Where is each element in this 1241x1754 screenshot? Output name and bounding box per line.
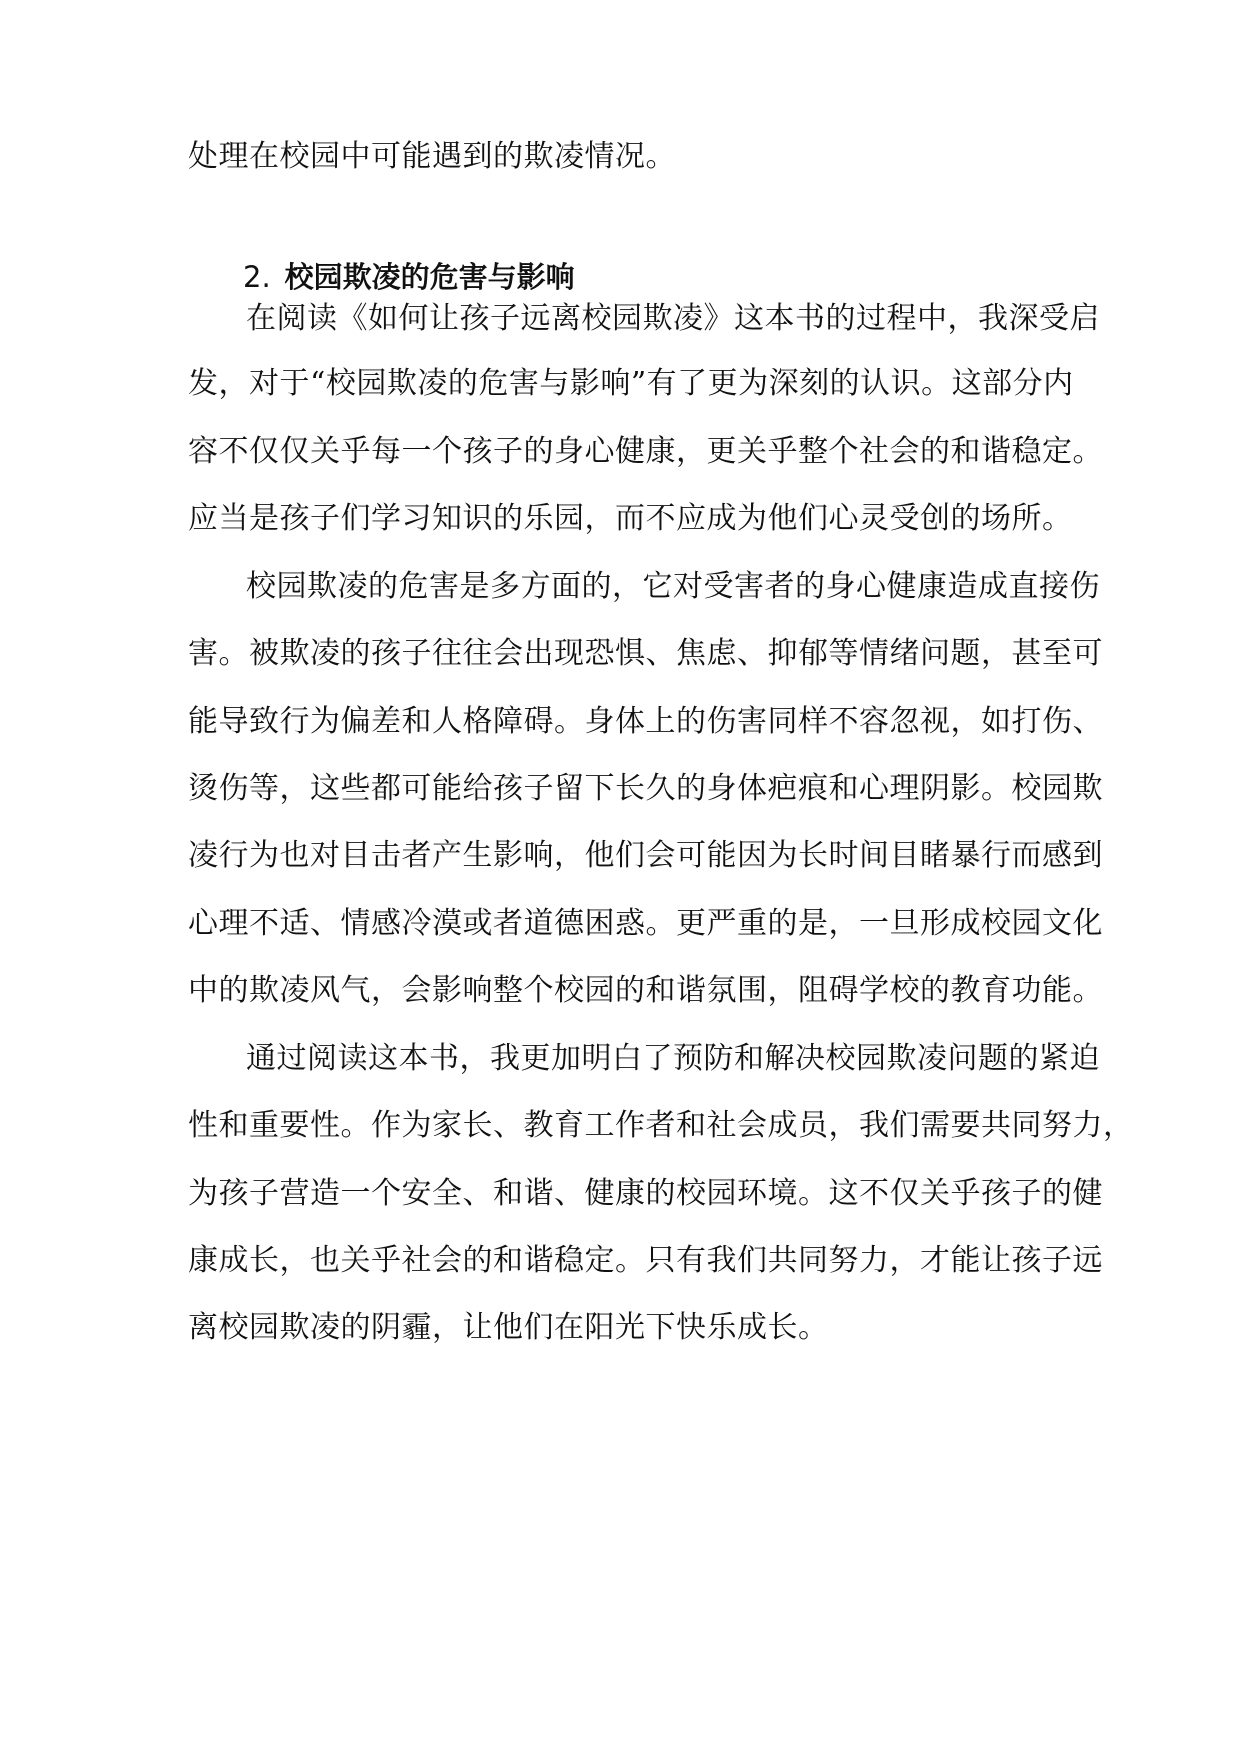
paragraph-2-line-1: 校园欺凌的危害是多方面的，它对受害者的身心健康造成直接伤: [246, 569, 1100, 604]
paragraph-2-line-2: 害。被欺凌的孩子往往会出现恐惧、焦虑、抑郁等情绪问题，甚至可: [188, 636, 1103, 671]
section-title: 校园欺凌的危害与影响: [284, 260, 575, 294]
paragraph-2-line-7: 中的欺凌风气，会影响整个校园的和谐氛围，阻碍学校的教育功能。: [188, 973, 1103, 1008]
continuation-line: 处理在校园中可能遇到的欺凌情况。: [188, 139, 676, 174]
paragraph-3-line-5: 离校园欺凌的阴霾，让他们在阳光下快乐成长。: [188, 1310, 829, 1345]
paragraph-2-line-6: 心理不适、情感冷漠或者道德困惑。更严重的是，一旦形成校园文化: [188, 906, 1103, 941]
paragraph-1-line-3: 容不仅仅关乎每一个孩子的身心健康，更关乎整个社会的和谐稳定。: [188, 434, 1103, 469]
paragraph-3-line-3: 为孩子营造一个安全、和谐、健康的校园环境。这不仅关乎孩子的健: [188, 1176, 1103, 1211]
paragraph-2-line-5: 凌行为也对目击者产生影响，他们会可能因为长时间目睹暴行而感到: [188, 838, 1103, 873]
paragraph-3-line-2: 性和重要性。作为家长、教育工作者和社会成员，我们需要共同努力，: [188, 1108, 1134, 1143]
paragraph-3-line-4: 康成长，也关乎社会的和谐稳定。只有我们共同努力，才能让孩子远: [188, 1243, 1103, 1278]
paragraph-2-line-4: 烫伤等，这些都可能给孩子留下长久的身体疤痕和心理阴影。校园欺: [188, 771, 1103, 806]
paragraph-1-line-2: 发，对于“校园欺凌的危害与影响”有了更为深刻的认识。这部分内: [188, 366, 1074, 401]
paragraph-2-line-3: 能导致行为偏差和人格障碍。身体上的伤害同样不容忽视，如打伤、: [188, 704, 1103, 739]
paragraph-1-line-4: 应当是孩子们学习知识的乐园，而不应成为他们心灵受创的场所。: [188, 501, 1073, 536]
paragraph-1-line-1: 在阅读《如何让孩子远离校园欺凌》这本书的过程中，我深受启: [246, 301, 1100, 336]
section-heading: [243, 257, 575, 297]
section-number: 2.: [243, 260, 271, 294]
paragraph-3-line-1: 通过阅读这本书，我更加明白了预防和解决校园欺凌问题的紧迫: [246, 1041, 1100, 1076]
